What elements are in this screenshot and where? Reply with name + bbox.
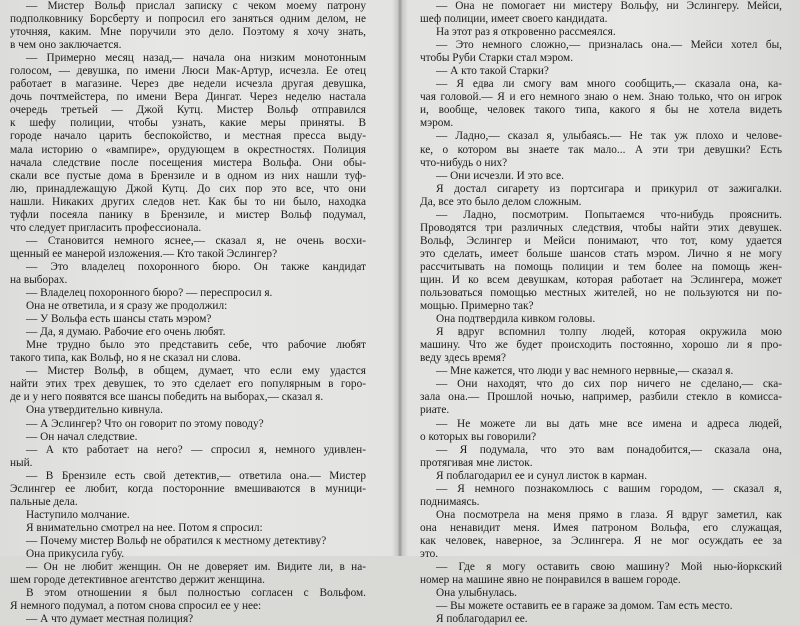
text-line: щенный ее манерой изложения.— Кто такой Эслингер? — [10, 247, 278, 260]
text-line: Я вдруг вспомнил толпу людей, которая окружила мою — [436, 326, 782, 339]
text-line: очередь третьей — Джой Кутц. Мистер Вольф отправился — [10, 104, 366, 117]
left-page — [10, 0, 366, 626]
text-line: мэром. — [420, 117, 454, 130]
text-line: Я немного подумал, а потом снова спросил ее у нее: — [10, 600, 262, 613]
text-line: мала историю о «вампире», орудующем в окрестностях. Полиция — [10, 143, 366, 156]
text-line: и, вообще, человек такого типа, какого я бы не хотела видеть — [420, 104, 782, 117]
text-line: это сделать, имеет больше шансов стать мэром. Лично я не могу — [420, 247, 782, 260]
text-line: в чем оно заключается. — [10, 39, 122, 52]
text-line: Она подтвердила кивком головы. — [436, 313, 596, 326]
text-line: чая головой.— Я и его немного знаю о нем. Знаю только, что он игрок — [420, 91, 782, 104]
text-line: подполковнику Борсберту и попросил его заняться одним делом, не — [10, 13, 366, 26]
text-line: что-нибудь о них? — [420, 156, 508, 169]
text-line: — Вы можете оставить ее в гараже за домом. Там есть место. — [436, 600, 733, 613]
text-line: — Я немного познакомлюсь с вашим городом, — сказал я, — [436, 482, 782, 495]
text-line: щин. И ко всем девушкам, которая работает на Эслингера, может — [420, 273, 782, 286]
text-line: пальные дела. — [10, 495, 78, 508]
text-line: — Примерно месяц назад,— начала она низким монотонным — [26, 52, 366, 65]
text-line: Мне трудно было это представить себе, что рабочие любят — [26, 339, 366, 352]
text-line: Она не ответила, и я сразу же продолжил: — [26, 300, 228, 313]
text-line: — Это владелец похоронного бюро. Он также кандидат — [26, 260, 366, 273]
text-line: — Ладно,— сказал я, улыбаясь.— Не так уж плохо и челове- — [436, 130, 782, 143]
text-line: Я достал сигарету из портсигара и прикурил от зажигалки. — [436, 182, 782, 195]
text-line: она ненавидит меня. Имея патроном Вольфа, его служащая, — [420, 521, 782, 534]
text-line: машину. Что же будет происходить постоянно, хорошо ли я про- — [420, 339, 782, 352]
text-line: — Становится немного яснее,— сказал я, не очень восхи- — [26, 234, 366, 247]
text-line: — Владелец похоронного бюро? — переспросил я. — [26, 287, 273, 300]
text-line: лю, принадлежащую Джой Кутц. До сих пор это все, что они — [10, 182, 366, 195]
text-line: Наступило молчание. — [26, 508, 130, 521]
text-line: Она утвердительно кивнула. — [26, 404, 164, 417]
text-line: — Он начал следствие. — [26, 430, 138, 443]
text-line: Она прикусила губу. — [26, 547, 125, 560]
text-line: — Это немного сложно,— призналась она.— Мейси хотел бы, — [436, 39, 782, 52]
text-line: Я поблагодарил ее и сунул листок в карман. — [436, 469, 648, 482]
text-line: уточняя, каким. Мне поручили это дело. Поэтому я хочу знать, — [10, 26, 366, 39]
text-line: — А кто такой Старки? — [436, 65, 549, 78]
text-line: — В Брензиле есть свой детектив,— ответила она.— Мистер — [26, 469, 366, 482]
book-gutter — [398, 0, 402, 556]
text-line: — Где я могу оставить свою машину? Мой нью-йоркский — [436, 561, 782, 574]
text-line: — Мистер Вольф прислал записку с чеком моему патрону — [26, 0, 366, 12]
text-line: протягивая мне листок. — [420, 456, 533, 469]
text-line: голосом, — девушка, по имени Люси Мак-Артур, исчезла. Ее отец — [10, 65, 366, 78]
text-line: Да, все это было делом сложным. — [420, 195, 582, 208]
text-line: риате. — [420, 404, 450, 417]
text-line: веду здесь время? — [420, 352, 507, 365]
text-line: — Ладно, посмотрим. Попытаемся что-нибудь прояснить. — [436, 208, 782, 221]
text-line: зала она.— Прошлой ночью, например, разбили стекло в комисса- — [420, 391, 782, 404]
text-line: — У Вольфа есть шансы стать мэром? — [26, 313, 212, 326]
text-line: — Я едва ли смогу вам много сообщить,— сказала она, ка- — [436, 78, 782, 91]
text-line: пользоваться помощью местных жителей, но не пользуются ни по- — [420, 287, 782, 300]
right-page — [420, 0, 782, 626]
text-line: рассчитывать на помощь полиции и тем более на помощь жен- — [420, 260, 782, 273]
text-line: ный. — [10, 456, 33, 469]
text-line: такого типа, как Вольф, но я не сказал ни слова. — [10, 352, 241, 365]
text-line: Вольф, Эслингер и Мейси понимают, что тот, кому удается — [420, 234, 782, 247]
text-line: — Не можете ли вы дать мне все имена и адреса людей, — [436, 417, 782, 430]
text-line: ке, о котором вы знаете так мало... А эти три девушки? Есть — [420, 143, 782, 156]
text-line: нашли. Никаких других следов нет. Как бы то ни было, находка — [10, 195, 366, 208]
text-line: — Почему мистер Вольф не обратился к местному детективу? — [26, 534, 327, 547]
text-line: мощью. Примерно так? — [420, 300, 534, 313]
text-line: работает в магазине. Через две недели исчезла другая девушка, — [10, 78, 366, 91]
text-line: — Мистер Вольф, в общем, думает, что если ему удастся — [26, 365, 366, 378]
text-line: это. — [420, 547, 439, 560]
text-line: — Она не помогает ни мистеру Вольфу, ни Эслингеру. Мейси, — [436, 0, 782, 12]
text-line: к шефу полиции, чтобы узнать, какие меры приняты. В — [10, 117, 366, 130]
text-line: о которых вы говорили? — [420, 430, 537, 443]
text-line: шем городе детективное агентство держит женщина. — [10, 574, 265, 587]
text-line: — Они исчезли. И это все. — [436, 169, 565, 182]
text-line: В этом отношении я был полностью согласен с Вольфом. — [26, 587, 366, 600]
text-line: найти этих трех девушек, то это сделает его популярным в горо- — [10, 378, 366, 391]
text-line: чтобы Руби Старки стал мэром. — [420, 52, 574, 65]
text-line: — А что думает местная полиция? — [26, 613, 194, 626]
text-line: на выборах. — [10, 273, 68, 286]
text-line: Я поблагодарил ее. — [436, 613, 528, 626]
text-line: де и у него появятся все шансы победить на выборах,— сказал я. — [10, 391, 324, 404]
text-line: Она улыбнулась. — [436, 587, 518, 600]
text-line: шеф полиции, имеет своего кандидата. — [420, 13, 608, 26]
text-line: — А Эслингер? Что он говорит по этому поводу? — [26, 417, 264, 430]
text-line: — Он не любит женщин. Он не доверяет им. Видите ли, в на- — [26, 561, 366, 574]
text-line: — А кто работает на него? — спросил я, немного удивлен- — [26, 443, 366, 456]
text-line: что следует пригласить профессионала. — [10, 221, 202, 234]
text-line: На этот раз я откровенно рассмеялся. — [436, 26, 616, 39]
text-line: Эслингер ее любит, когда посторонние вмешиваются в муници- — [10, 482, 366, 495]
text-line: номер на машине явно не понравился в вашем городе. — [420, 574, 681, 587]
text-line: Проводятся три различных следствия, чтобы найти этих девушек. — [420, 221, 782, 234]
text-line: начала следствие после посещения мистера Вольфа. Они обы- — [10, 156, 366, 169]
text-line: — Я подумала, что это вам понадобится,— сказала она, — [436, 443, 782, 456]
text-line: поднимаясь. — [420, 495, 480, 508]
text-line: скали все пустые дома в Брензиле и в одном из них нашли туф- — [10, 169, 366, 182]
text-line: Я внимательно смотрел на нее. Потом я спросил: — [26, 521, 263, 534]
text-line: Она посмотрела на меня прямо в глаза. Я вдруг заметил, как — [436, 508, 782, 521]
text-line: как человек, наверное, за Эслингера. Я не мог осуждать ее за — [420, 534, 782, 547]
text-line: туфли посеяла панику в Брензиле, и мистер Вольф подумал, — [10, 208, 366, 221]
text-line: — Мне кажется, что люди у вас немного нервные,— сказал я. — [436, 365, 734, 378]
text-line: — Они находят, что до сих пор ничего не сделано,— ска- — [436, 378, 782, 391]
text-line: городе начало царить беспокойство, и местная пресса выду- — [10, 130, 366, 143]
text-line: дочь почтмейстера, по имени Вера Дингат. Через неделю настала — [10, 91, 366, 104]
text-line: — Да, я думаю. Рабочие его очень любят. — [26, 326, 226, 339]
